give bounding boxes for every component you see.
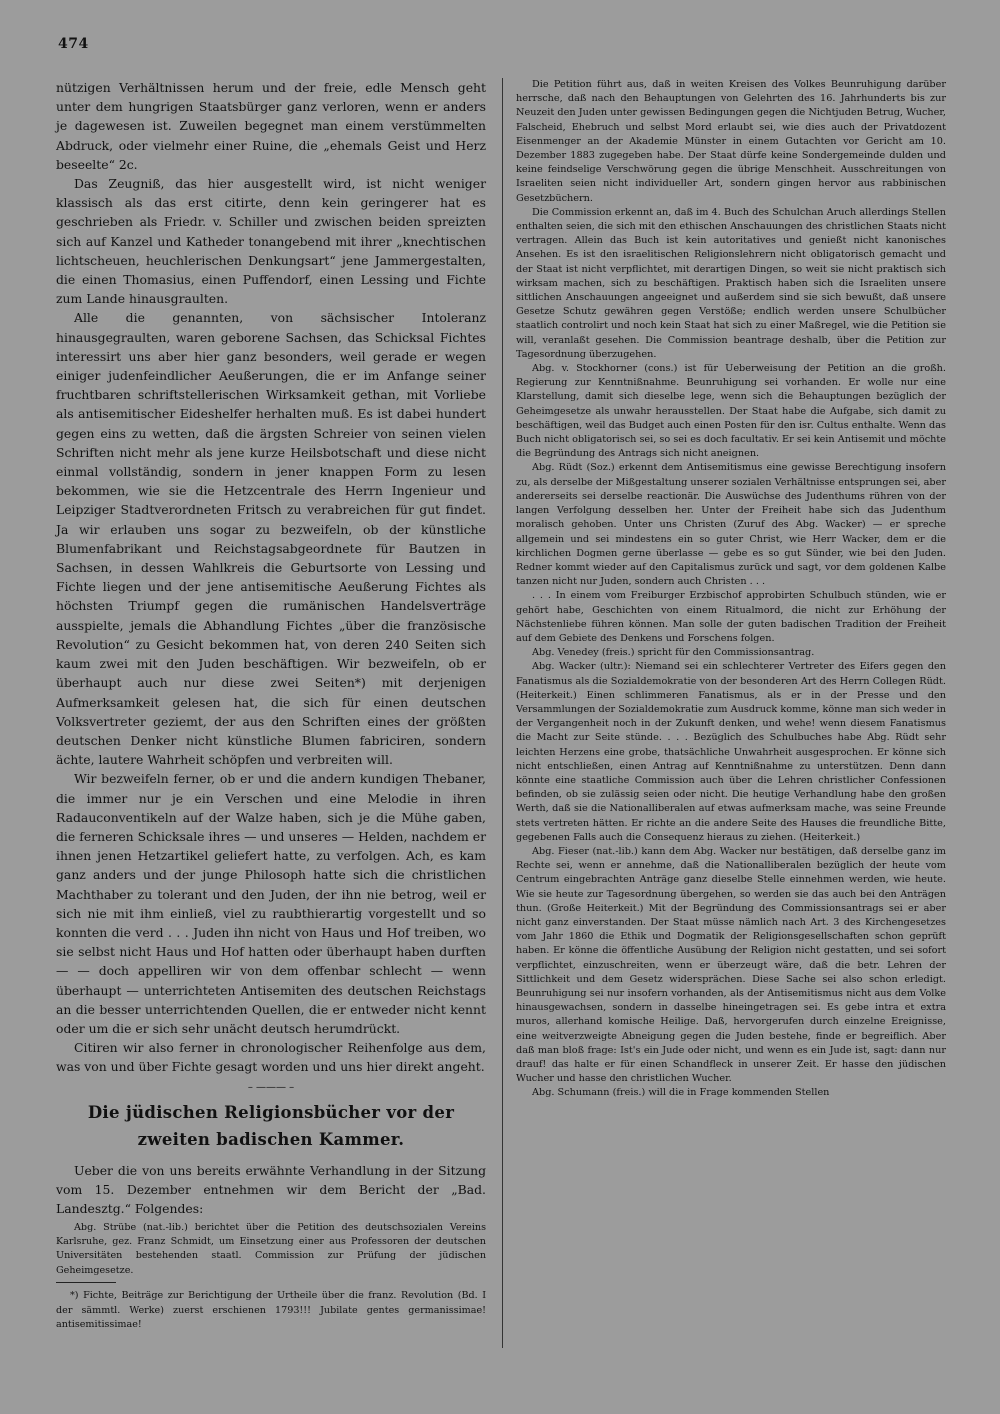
article-headline: Die jüdischen Religionsbücher vor der zweiten badischen Kammer. bbox=[87, 1102, 455, 1149]
article-paragraph: nützigen Verhältnissen herum und der freie, edle Mensch geht unter dem hungrigen Staatsbürger ganz verloren, wenn er anders je dagewesen ist. Zuweilen begegnet man einem verstümmelten Abdruck, oder vielmehr einer Ruine, die „ehemals Geist und Herz beseelte“ 2c. bbox=[56, 80, 486, 172]
page-number: 474 bbox=[58, 36, 89, 52]
article-paragraph: Alle die genannten, von sächsischer Intoleranz hinausgegraulten, waren geborene Sachsen, das Schicksal Fichtes interessirt uns aber hier ganz besonders, weil gerade er wegen einiger judenfeindlicher Aeußerungen, die er im Anfange seiner fruchtbaren schriftstellerischen Wirksamkeit gethan, mit Vorliebe als antisemitischer Eideshelfer herhalten muß. Es ist dabei hundert gegen eins zu wetten, daß die ärgsten Schreier von seinen vielen Schriften nicht mehr als jene kurze Heilsbotschaft und diese nicht einmal vollständig, sondern in jener knappen Form zu lesen bekommen, wie sie die Hetzcentrale des Herrn Ingenieur und Leipziger Stadtverordneten Fritsch zu verabreichen für gut findet. Ja wir erlauben uns sogar zu bezweifeln, ob der künstliche Blumenfabrikant und Reichstagsabgeordnete für Bautzen in Sachsen, in dessen Wahlkreis die Geburtsorte von Lessing und Fichte liegen und der jene antisemitische Aeußerung Fichtes als höchsten Triumpf gegen die rumänischen Handelsverträge ausspielte, jemals die Abhandlung Fichtes „über die französische Revolution“ zu Gesicht bekommen hat, von deren 240 Seiten sich kaum zwei mit den Juden beschäftigen. Wir bezweifeln, ob er überhaupt auch nur diese zwei Seiten*) mit derjenigen Aufmerksamkeit gelesen hat, die sich für einen deutschen Volksvertreter geziemt, der aus den Schriften eines der größten deutschen Denker nicht künstliche Blumen fabriciren, sondern ächte, lautere Wahrheit schöpfen und verbreiten will. bbox=[56, 310, 486, 768]
article-paragraph: Citiren wir also ferner in chronologischer Reihenfolge aus dem, was von und über Fichte gesagt worden und uns hier direkt angeht. bbox=[56, 1040, 486, 1075]
article-intro bbox=[56, 1161, 486, 1218]
footnote-divider bbox=[56, 1282, 116, 1283]
report-paragraph: Die Petition führt aus, daß in weiten Kreisen des Volkes Beunruhigung darüber herrsche, daß nach den Behauptungen von Gelehrten des 16. Jahrhunderts bis zur Neuzeit den Juden unter gewissen Bedingungen gegen die Nichtjuden Betrug, Wucher, Falscheid, Ehebruch und selbst Mord erlaubt sei, wie dies auch der Privatdozent Eisenmenger an der Akademie Münster in einem Gutachten vor Gericht am 10. Dezember 1883 zugegeben habe. Der Staat dürfe keine Sondergemeinde dulden und keine feindselige Verschwörung gegen die übrige Menschheit. Ausschreitungen von Israeliten seien nicht individueller Art, sondern gingen hervor aus rabbinischen Gesetzbüchern. bbox=[516, 79, 946, 204]
article-separator: – ——— – bbox=[247, 1081, 295, 1093]
intro-paragraph: Ueber die von uns bereits erwähnte Verhandlung in der Sitzung vom 15. Dezember entnehmen wir dem Bericht der „Bad. Landesztg.“ Folgendes: bbox=[56, 1162, 486, 1216]
right-column bbox=[516, 78, 946, 1101]
report-paragraph: . . . In einem vom Freiburger Erzbischof approbirten Schulbuch stünden, wie er gehört habe, Geschichten von einem Ritualmord, die nicht zur Erhöhung der Nächstenliebe führen können. Man solle der guten badischen Tradition der Freiheit auf dem Gebiete des Denkens und Forschens folgen. bbox=[516, 590, 946, 644]
report-paragraph: Die Commission erkennt an, daß im 4. Buch des Schulchan Aruch allerdings Stellen enthalten seien, die sich mit den ethischen Anschauungen des christlichen Staats nicht vertragen. Allein das Buch ist kein autoritatives und genießt nicht kanonisches Ansehen. Es ist den israelitischen Religionslehrern nicht obligatorisch gemacht und der Staat ist nicht verpflichtet, mit derartigen Dingen, so weit sie nicht praktisch sich wirksam machen, sich zu beschäftigen. Praktisch haben sich die Israeliten unsere sittlichen Anschauungen angeeignet und außerdem sind sie sich bewußt, daß unsere Gesetze Schutz gewähren gegen Verstöße; endlich werden unsere Schulbücher staatlich controlirt und noch kein Staat hat sich zu einer Maßregel, wie die Petition sie will, veranlaßt gesehen. Die Commission beantrage deshalb, über die Petition zur Tagesordnung überzugehen. bbox=[516, 206, 946, 360]
article-paragraph: Wir bezweifeln ferner, ob er und die andern kundigen Thebaner, die immer nur je ein Verschen und eine Melodie in ihren Radauconventikeln auf der Walze haben, sich je die Mühe gaben, die ferneren Schicksale ihres — und unseres — Helden, nachdem er ihnen jenen Hetzartikel geliefert hatte, zu verfolgen. Ach, es kam ganz anders und der junge Philosoph hatte sich die christlichen Machthaber zu tolerant und den Juden, der ihn nie betrog, weil er sich nie mit ihm einließ, viel zu raubthierartig vorgestellt und so konnten die verd . . . Juden ihn nicht von Haus und Hof treiben, wo sie selbst nicht Haus und Hof hatten oder überhaupt haben durften — — doch appelliren wir von dem offenbar schlecht — wenn überhaupt — unterrichteten Antisemiten des deutschen Reichstags an die besser unterrichtenden Quellen, die er entweder nicht kennt oder um die er sich sehr unächt deutsch herumdrückt. bbox=[56, 771, 486, 1036]
article-paragraph: Das Zeugniß, das hier ausgestellt wird, ist nicht weniger klassisch als das erst citirte, denn kein geringerer hat es geschrieben als Friedr. v. Schiller und zwischen beiden spreizten sich auf Kanzel und Katheder tonangebend mit ihrer „knechtischen lichtscheuen, heuchlerischen Denkungsart“ jene Jammergestalten, die einen Thomasius, einen Puffendorf, einen Lessing und Fichte zum Lande hinausgraulten. bbox=[56, 176, 486, 307]
report-paragraph: Abg. Rüdt (Soz.) erkennt dem Antisemitismus eine gewisse Berechtigung insofern zu, als derselbe der Mißgestaltung unserer sozialen Verhältnisse entsprungen sei, aber andererseits sei derselbe reactionär. Die Auswüchse des Judenthums rühren von der langen Verfolgung desselben her. Unter der Freiheit habe sich das Judenthum moralisch gehoben. Unter uns Christen (Zuruf des Abg. Wacker) — er spreche allgemein und sei mindestens ein so guter Christ, wie Herr Wacker, dem er die kirchlichen Dogmen gerne überlasse — gebe es so gut Sünder, wie bei den Juden. Redner kommt wieder auf den Capitalismus zurück und sagt, vor dem goldenen Kalbe tanzen nicht nur Juden, sondern auch Christen . . . bbox=[516, 462, 946, 588]
footnote: *) Fichte, Beiträge zur Berichtigung der Urtheile über die franz. Revolution (Bd. I der sämmtl. Werke) zuerst erschienen 1793!!! Jubilate gentes germanissimae! antisemitissimae! bbox=[56, 1290, 486, 1330]
report-paragraph: Abg. Fieser (nat.-lib.) kann dem Abg. Wacker nur bestätigen, daß derselbe ganz im Rechte sei, wenn er annehme, daß die Nationalliberalen bezüglich der heute vom Centrum eingebrachten Anträge ganz dieselbe Stelle einnehmen werden, wie heute. Wie sie heute zur Tagesordnung übergehen, so werden sie das auch bei den Anträgen thun. (Große Heiterkeit.) Mit der Begründung des Commissionsantrags sei er aber nicht ganz einverstanden. Der Staat müsse nämlich nach Art. 3 des Kirchengesetzes vom Jahr 1860 die Ethik und Dogmatik der Religionsgesellschaften schon geprüft haben. Er könne die öffentliche Ausübung der Religion nicht gestatten, und sei sofort verpflichtet, einzuschreiten, wenn er überzeugt wäre, daß die betr. Lehren der Sittlichkeit und dem Gesetz widersprächen. Diese Sache sei also schon erledigt. Beunruhigung sei nur insofern vorhanden, als der Antisemitismus nicht aus dem Volke hinausgewachsen, sondern in dasselbe hineingetragen sei. Es gebe intra et extra muros, allerhand komische Heilige. Daß, hervorgerufen durch einzelne Ereignisse, eine weitverzweigte Abneigung gegen die Juden bestehe, finde er begreiflich. Aber daß man bloß frage: Ist's ein Jude oder nicht, und wenn es ein Jude ist, sagt: dann nur drauf! das halte er für einen Schandfleck in unserer Zeit. Er hasse den jüdischen Wucher und hasse den christlichen Wucher. bbox=[516, 845, 946, 1085]
left-column bbox=[56, 78, 486, 1332]
report-paragraph: Abg. Wacker (ultr.): Niemand sei ein schlechterer Vertreter des Eifers gegen den Fanatismus als die Sozialdemokratie von der besonderen Art des Herrn Collegen Rüdt. (Heiterkeit.) Einen schlimmeren Fanatismus, als er in der Presse und den Versammlungen der Sozialdemokratie zum Ausdruck komme, könne man sich weder in der Vergangenheit noch in der Zukunft denken, und wehe! wenn diesem Fanatismus die Macht zur Seite stünde. . . . Bezüglich des Schulbuches habe Abg. Rüdt sehr leichten Herzens eine grobe, thatsächliche Unwahrheit ausgesprochen. Er könne sich nicht entschließen, einen Antrag auf Kenntnißnahme zu unterstützen. Denn dann könnte eine staatliche Commission auch über die Lehren christlicher Confessionen befinden, ob sie zulässig seien oder nicht. Die heutige Verhandlung habe den großen Werth, daß sie die Nationalliberalen auf etwas aufmerksam mache, was seine Freunde stets vertreten hätten. Er richte an die andere Seite des Hauses die freundliche Bitte, gegebenen Falls auch die Consequenz hieraus zu ziehen. (Heiterkeit.) bbox=[516, 661, 946, 843]
report-paragraph: Abg. v. Stockhorner (cons.) ist für Ueberweisung der Petition an die großh. Regierung zur Kenntnißnahme. Beunruhigung sei vorhanden. Er wolle nur eine Klarstellung, damit sich dieselbe lege, wenn sich die Behauptungen bezüglich der Geheimgesetze als unwahr herausstellen. Der Staat habe die Aufgabe, sich damit zu beschäftigen, weil das Budget auch einen Posten für den isr. Cultus enthalte. Wenn das Buch nicht obligatorisch sei, so sei es doch facultativ. Er sei kein Antisemit und möchte die Begründung des Antrags sich nicht aneignen. bbox=[516, 363, 946, 460]
petition-report: Abg. Strübe (nat.-lib.) berichtet über die Petition des deutschsozialen Vereins Karlsruhe, gez. Franz Schmidt, um Einsetzung einer aus Professoren der deutschen Universitäten bestehenden staatl. Commission zur Prüfung der jüdischen Geheimgesetze. bbox=[56, 1221, 486, 1276]
report-paragraph: Abg. Venedey (freis.) spricht für den Commissionsantrag. bbox=[532, 647, 815, 659]
report-paragraph: Abg. Schumann (freis.) will die in Frage kommenden Stellen bbox=[532, 1087, 830, 1099]
column-divider bbox=[502, 78, 503, 1348]
